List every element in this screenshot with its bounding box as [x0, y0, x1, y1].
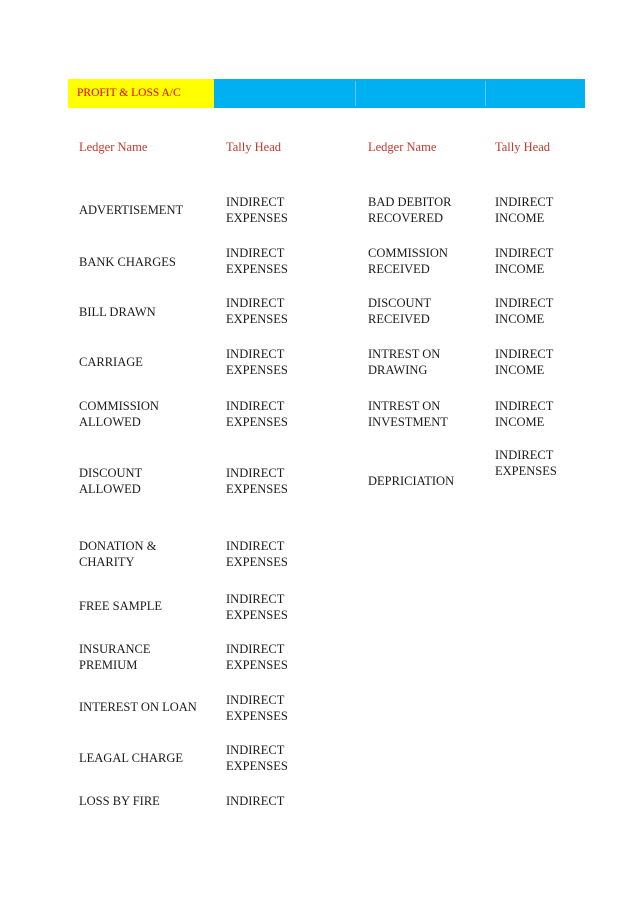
table-row-tally-head: INDIRECT EXPENSES: [226, 642, 288, 672]
table-row-ledger-name: INTEREST ON LOAN: [79, 700, 197, 714]
table-row-ledger-name: INSURANCE PREMIUM: [79, 642, 151, 672]
column-header-tally-head-right: Tally Head: [495, 140, 551, 154]
table-row-tally-head: INDIRECT EXPENSES: [226, 743, 288, 773]
table-row-tally-head: INDIRECT INCOME: [495, 399, 554, 429]
table-row-tally-head: INDIRECT EXPENSES: [495, 448, 557, 478]
table-row-tally-head: INDIRECT EXPENSES: [226, 592, 288, 622]
table-row-ledger-name: CARRIAGE: [79, 355, 143, 369]
table-row-tally-head: INDIRECT INCOME: [495, 296, 554, 326]
table-row-tally-head: INDIRECT EXPENSES: [226, 693, 288, 723]
table-row-ledger-name: INTREST ON INVESTMENT: [368, 399, 448, 429]
table-row-ledger-name: LOSS BY FIRE: [79, 794, 160, 808]
table-row-tally-head: INDIRECT EXPENSES: [226, 466, 288, 496]
table-row-tally-head: INDIRECT EXPENSES: [226, 347, 288, 377]
table-row-tally-head: INDIRECT EXPENSES: [226, 399, 288, 429]
table-row-ledger-name: BAD DEBITOR RECOVERED: [368, 195, 452, 225]
table-row-ledger-name: FREE SAMPLE: [79, 599, 163, 613]
column-header-ledger-name-right: Ledger Name: [368, 140, 437, 154]
table-row-tally-head: INDIRECT EXPENSES: [226, 195, 288, 225]
table-row-ledger-name: COMMISSION RECEIVED: [368, 246, 448, 276]
table-row-ledger-name: LEAGAL CHARGE: [79, 751, 184, 765]
column-header-tally-head: Tally Head: [226, 140, 282, 154]
banner-cell-divider: [355, 81, 356, 106]
table-row-tally-head: INDIRECT EXPENSES: [226, 246, 288, 276]
table-row-tally-head: INDIRECT INCOME: [495, 195, 554, 225]
page-title: PROFIT & LOSS A/C: [68, 79, 214, 108]
table-row-ledger-name: INTREST ON DRAWING: [368, 347, 441, 377]
banner-cell-divider: [485, 81, 486, 106]
table-row-ledger-name: DEPRICIATION: [368, 474, 455, 488]
column-header-ledger-name: Ledger Name: [79, 140, 148, 154]
table-row-ledger-name: DISCOUNT RECEIVED: [368, 296, 432, 326]
table-row-tally-head: INDIRECT INCOME: [495, 246, 554, 276]
table-row-ledger-name: COMMISSION ALLOWED: [79, 399, 159, 429]
table-row-tally-head: INDIRECT EXPENSES: [226, 296, 288, 326]
table-row-tally-head: INDIRECT: [226, 794, 285, 808]
table-row-ledger-name: DONATION & CHARITY: [79, 539, 157, 569]
table-row-ledger-name: ADVERTISEMENT: [79, 203, 184, 217]
table-row-ledger-name: DISCOUNT ALLOWED: [79, 466, 143, 496]
table-row-ledger-name: BILL DRAWN: [79, 305, 156, 319]
table-row-tally-head: INDIRECT EXPENSES: [226, 539, 288, 569]
table-row-tally-head: INDIRECT INCOME: [495, 347, 554, 377]
table-row-ledger-name: BANK CHARGES: [79, 255, 176, 269]
